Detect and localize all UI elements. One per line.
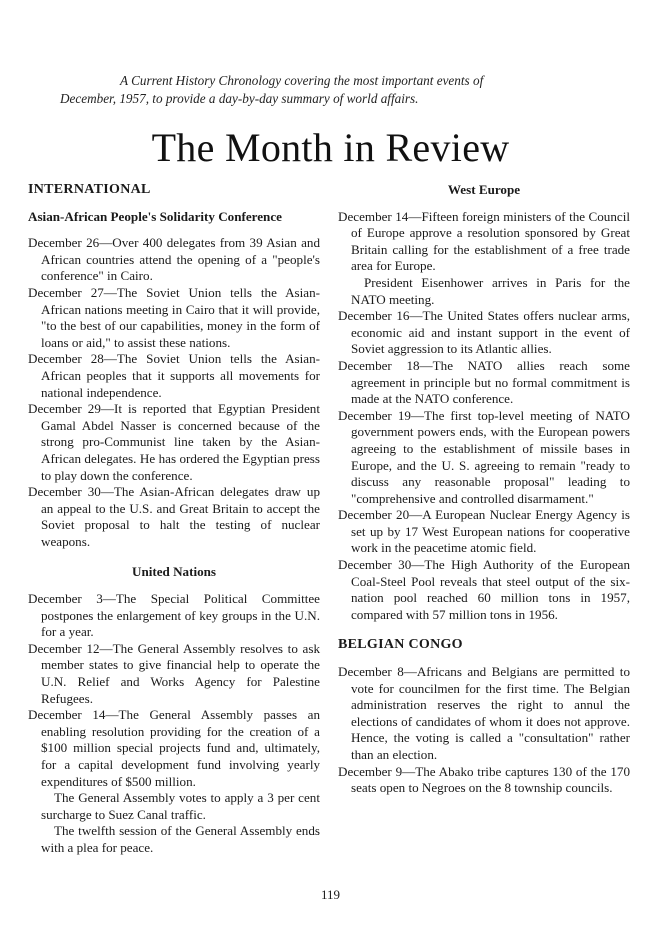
- entry-dec-30-coal-steel: December 30—The High Authority of the European Coal-Steel Pool reveals that steel output of the six-nation pool reached 60 million tons in 1957, compared with 57 million tons in 1956.: [338, 557, 630, 622]
- page-number: 119: [320, 887, 341, 902]
- chronology-intro: [60, 72, 620, 108]
- entry-dec-16: December 16—The United States offers nuclear arms, economic aid and instant support in the event of Soviet aggression to its Atlantic allies.: [338, 308, 630, 357]
- entry-dec-18: December 18—The NATO allies reach some agreement in principle but no formal commitment is made at the NATO conference.: [338, 357, 630, 407]
- entry-dec-26: December 26—Over 400 delegates from 39 Asian and African countries attend the opening of a "people's conference" in Cairo.: [28, 235, 320, 284]
- subheading-west-europe: West Europe: [447, 182, 521, 197]
- subheading-united-nations: United Nations: [131, 564, 217, 580]
- entry-dec-3: December 3—The Special Political Committee postpones the enlargement of key groups in the U.N. for a year.: [28, 591, 320, 640]
- entry-dec-12: December 12—The General Assembly resolves to ask member states to give financial help to operate the U.N. Relief and Works Agency for Palestine Refugees.: [28, 640, 320, 706]
- left-column: [28, 182, 320, 857]
- intro-line-2: December, 1957, to provide a day-by-day summary of world affairs.: [60, 91, 419, 106]
- entry-dec-14: December 14—The General Assembly passes an enabling resolution providing for the creation of a $100 million special projects fund and, ultimately, for a capital development fund involving yearly expenditures of $500 million.: [28, 707, 320, 789]
- entry-dec-20: December 20—A European Nuclear Energy Agency is set up by 17 West European nations for cooperative work in the peacetime atomic field.: [338, 507, 630, 556]
- paragraph-suez-surcharge: The General Assembly votes to apply a 3 per cent surcharge to Suez Canal traffic.: [41, 790, 320, 822]
- entry-dec-30: December 30—The Asian-African delegates draw up an appeal to the U.S. and Great Britain to accept the Soviet proposal to halt the testing of nuclear weapons.: [28, 484, 320, 549]
- entry-dec-8: December 8—Africans and Belgians are permitted to vote for councilmen for the first time. The Belgian administration reserves the right to annul the elections of candidates of whom it does not approve. Hence, the voting is called a "consultation" rather than an election.: [338, 664, 630, 762]
- right-column: [338, 182, 630, 797]
- entry-dec-14-europe: December 14—Fifteen foreign ministers of the Council of Europe approve a resolution sponsored by Great Britain calling for the establishment of a free trade area for Europe.: [338, 208, 630, 274]
- page-title: The Month in Review: [151, 125, 510, 170]
- entry-dec-27: December 27—The Soviet Union tells the Asian-African nations meeting in Cairo that it will provide, "to the best of our capabilities, money in the form of loans or aid," to assist these nations.: [28, 284, 320, 350]
- subheading-asian-african-conference: Asian-African People's Solidarity Conference: [28, 208, 282, 224]
- paragraph-eisenhower-paris: President Eisenhower arrives in Paris for the NATO meeting.: [351, 274, 630, 307]
- section-heading-international: INTERNATIONAL: [28, 182, 151, 197]
- intro-line-1: A Current History Chronology covering the most important events of: [120, 73, 484, 88]
- paragraph-assembly-ends: The twelfth session of the General Assembly ends with a plea for peace.: [41, 823, 320, 855]
- section-heading-belgian-congo: BELGIAN CONGO: [338, 637, 463, 653]
- entry-dec-19: December 19—The first top-level meeting of NATO government powers ends, with the European powers agreeing to the establishment of missile bases in Europe, and the U. S. agreeing to remain "ready to discuss any reasonable proposal" leading to "comprehensive and controlled disarmament.": [338, 407, 630, 506]
- entry-dec-9: December 9—The Abako tribe captures 130 of the 170 seats open to Negroes on the 8 township councils.: [338, 763, 630, 796]
- entry-dec-28: December 28—The Soviet Union tells the Asian-African peoples that it supports all movements for national independence.: [28, 351, 320, 400]
- entry-dec-29: December 29—It is reported that Egyptian President Gamal Abdel Nasser is concerned because of the strong pro-Communist line taken by the Asian-African delegates. He has ordered the Egyptian press to play down the conference.: [28, 401, 320, 483]
